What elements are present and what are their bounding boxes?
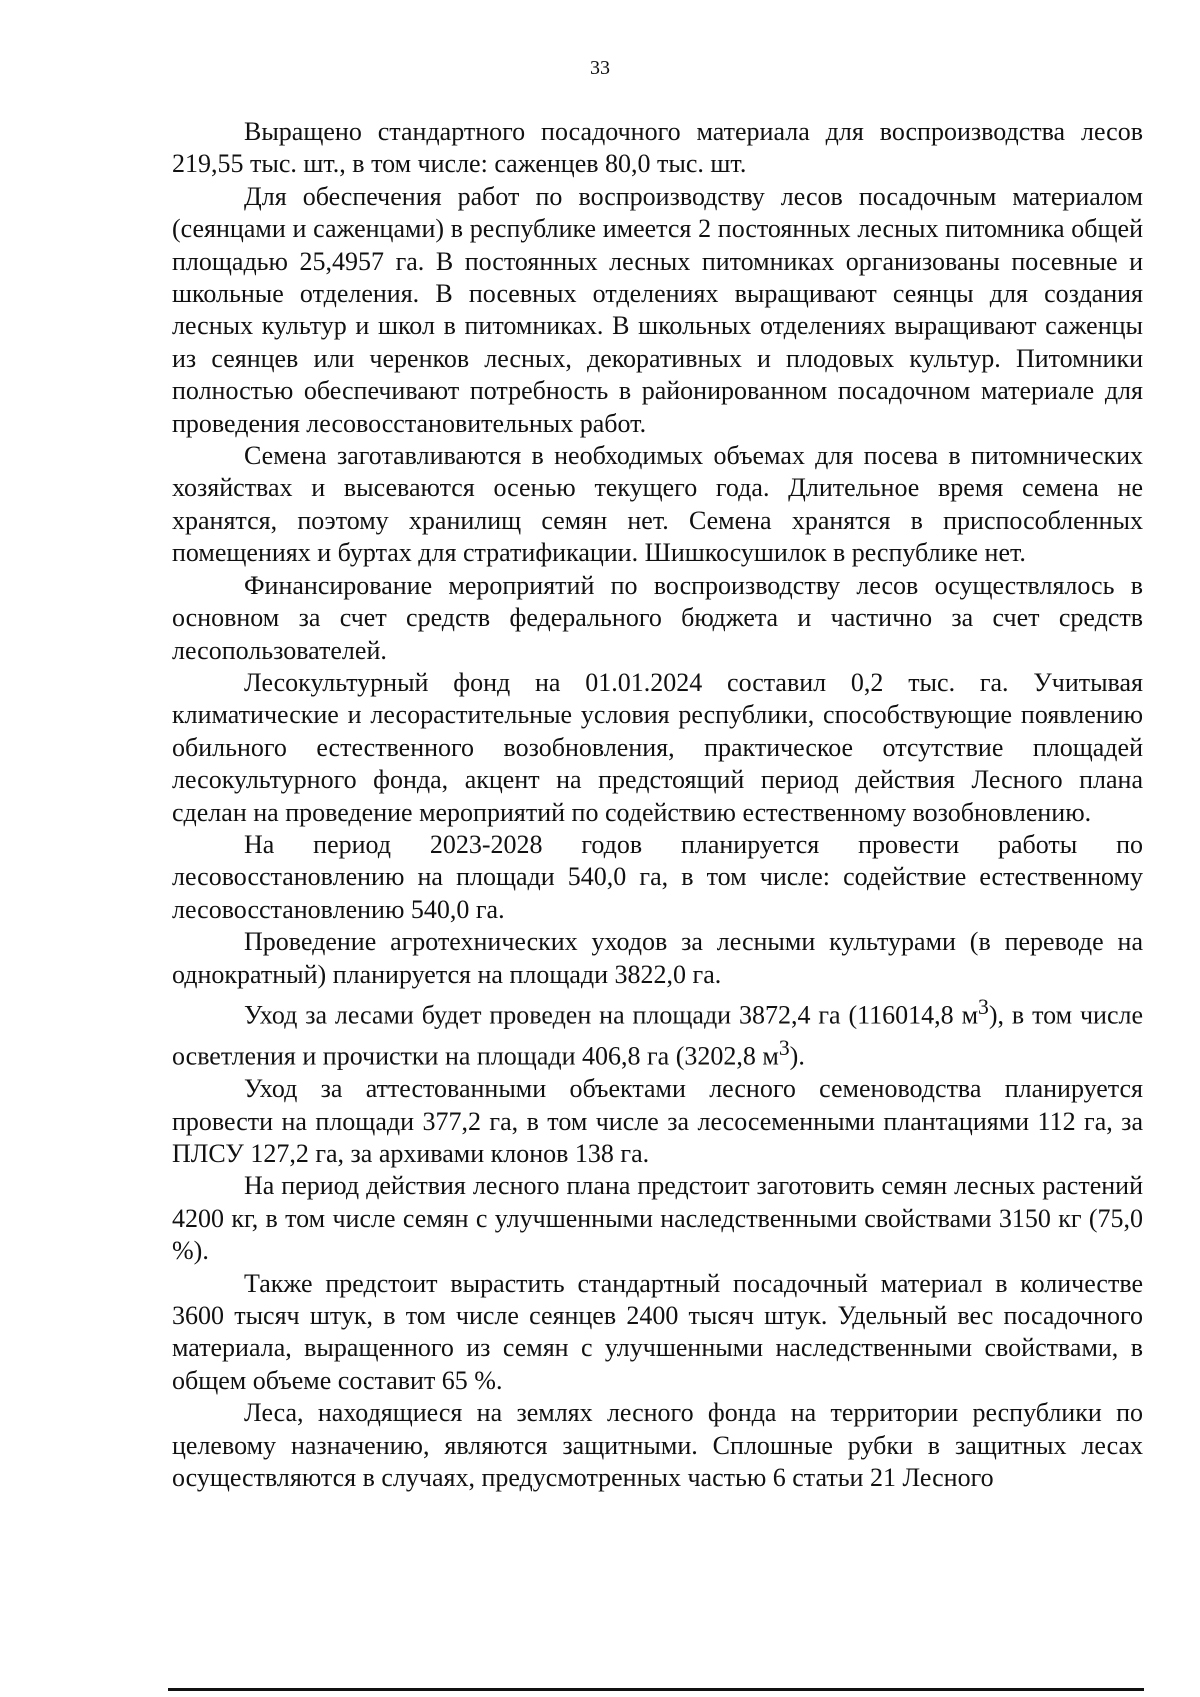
paragraph-forest-culture-fund: Лесокультурный фонд на 01.01.2024 составил 0,2 тыс. га. Учитывая климатические и лесорастительные условия республики, способствующие появлению обильного естественного возобновления, практическое отсутствие площадей лесокультурного фонда, акцент на предстоящий период действия Лесного плана сделан на проведение мероприятий по содействию естественному возобновлению. xyxy=(172,667,1143,827)
footer-rule xyxy=(168,1688,1144,1691)
forest-care-text-before: Уход за лесами будет проведен на площади 3872,4 га (116014,8 м xyxy=(244,1000,979,1030)
paragraph-seed-harvest: На период действия лесного плана предстоит заготовить семян лесных растений 4200 кг, в том числе семян с улучшенными наследственными свойствами 3150 кг (75,0 %). xyxy=(172,1171,1143,1266)
paragraph-seeds: Семена заготавливаются в необходимых объемах для посева в питомнических хозяйствах и высеваются осенью текущего года. Длительное время семена не хранятся, поэтому хранилищ семян нет. Семена хранятся в приспособленных помещениях и буртах для стратификации. Шишкосушилок в республике нет. xyxy=(172,441,1143,568)
paragraph-financing: Финансирование мероприятий по воспроизводству лесов осуществлялось в основном за счет средств федерального бюджета и частично за счет средств лесопользователей. xyxy=(172,570,1143,665)
cubic-superscript: 3 xyxy=(978,994,989,1019)
paragraph-agrotechnical-care: Проведение агротехнических уходов за лесными культурами (в переводе на однократный) планируется на площади 3822,0 га. xyxy=(172,927,1143,989)
paragraph-protective-forests: Леса, находящиеся на землях лесного фонда на территории республики по целевому назначению, являются защитными. Сплошные рубки в защитных лесах осуществляются в случаях, предусмотренных частью 6 статьи 21 Лесного xyxy=(172,1398,1143,1492)
paragraph-nurseries: Для обеспечения работ по воспроизводству лесов посадочным материалом (сеянцами и саженцами) в республике имеется 2 постоянных лесных питомника общей площадью 25,4957 га. В постоянных лесных питомниках организованы посевные и школьные отделения. В посевных отделениях выращивают сеянцы для создания лесных культур и школ в питомниках. В школьных отделениях выращивают саженцы из сеянцев или черенков лесных, декоративных и плодовых культур. Питомники полностью обеспечивают потребность в районированном посадочном материале для проведения лесовосстановительных работ. xyxy=(172,181,1143,438)
paragraph-forest-care xyxy=(172,991,1143,1073)
paragraph-planting-stock-growth: Также предстоит вырастить стандартный посадочный материал в количестве 3600 тысяч штук, в том числе сеянцев 2400 тысяч штук. Удельный вес посадочного материала, выращенного из семян с улучшенными наследственными свойствами, в общем объеме составит 65 %. xyxy=(172,1268,1143,1395)
paragraph-seed-objects-care: Уход за аттестованными объектами лесного семеноводства планируется провести на площади 377,2 га, в том числе за лесосеменными плантациями 112 га, за ПЛСУ 127,2 га, за архивами клонов 138 га. xyxy=(172,1074,1143,1168)
forest-care-text-after: ). xyxy=(789,1041,805,1071)
paragraph-planting-material: Выращено стандартного посадочного материала для воспроизводства лесов 219,55 тыс. шт., в том числе: саженцев 80,0 тыс. шт. xyxy=(172,117,1143,179)
cubic-superscript: 3 xyxy=(778,1036,790,1061)
page-number: 33 xyxy=(590,57,610,79)
document-body xyxy=(172,116,1143,1494)
paragraph-reforestation-plan: На период 2023-2028 годов планируется провести работы по лесовосстановлению на площади 540,0 га, в том числе: содействие естественному лесовосстановлению 540,0 га. xyxy=(172,829,1143,924)
forest-care-text-middle: ), в том числе осветления и прочистки на площади 406,8 га (3202,8 м xyxy=(172,1000,1143,1071)
